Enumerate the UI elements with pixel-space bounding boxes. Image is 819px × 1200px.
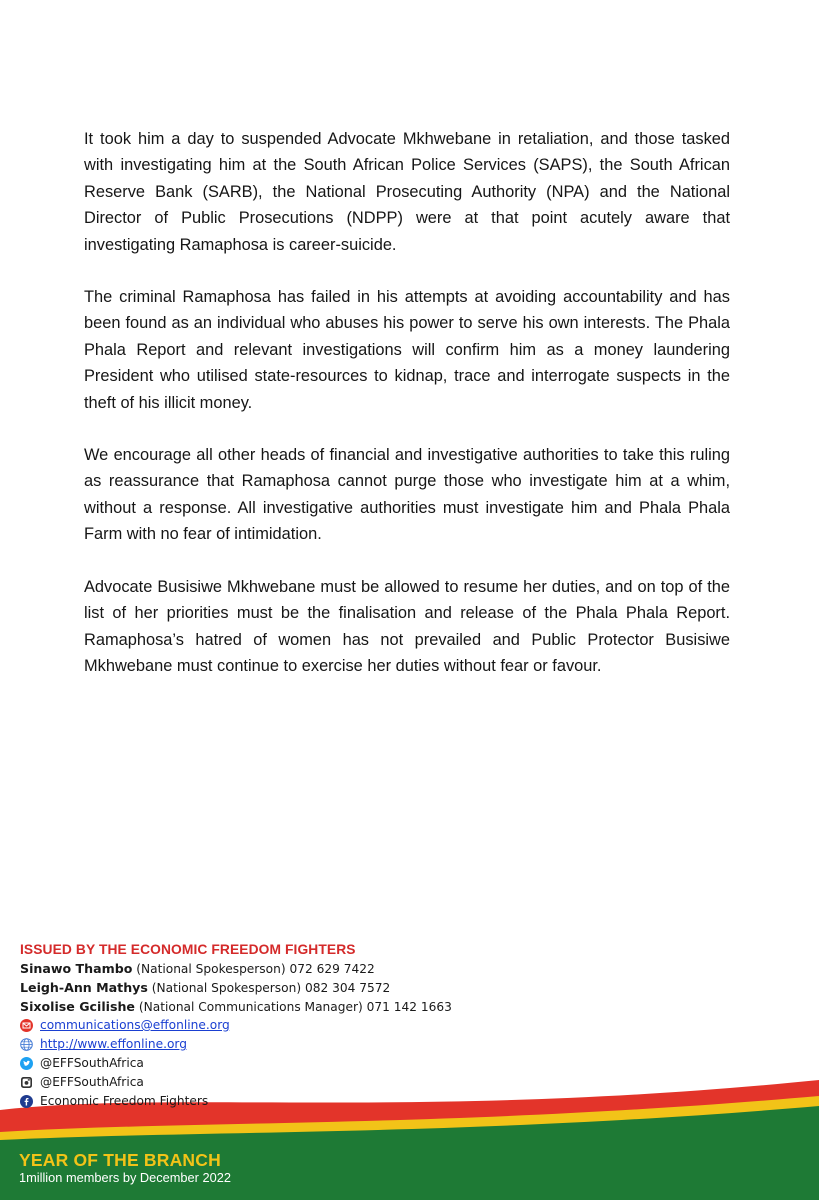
instagram-row xyxy=(20,1073,720,1092)
contact-name: Sixolise Gcilishe xyxy=(20,999,135,1014)
instagram-icon xyxy=(20,1076,33,1089)
issued-by-heading: ISSUED BY THE ECONOMIC FREEDOM FIGHTERS xyxy=(20,942,356,957)
facebook-page[interactable]: Economic Freedom Fighters xyxy=(40,1094,209,1108)
issuer-block xyxy=(20,941,720,1111)
email-icon xyxy=(20,1019,33,1032)
paragraph-2: The criminal Ramaphosa has failed in his attempts at avoiding accountability and has been found as an individual who abuses his power to serve his own interests. The Phala Phala Report and relevant investigations will confirm him as a money laundering President who utilised state-resources to kidnap, trace and interrogate suspects in the theft of his illicit money. xyxy=(84,288,730,412)
twitter-row xyxy=(20,1054,720,1073)
contact-phone[interactable]: 071 142 1663 xyxy=(366,1000,452,1014)
contact-phone[interactable]: 072 629 7422 xyxy=(289,962,375,976)
facebook-icon xyxy=(20,1095,33,1108)
twitter-icon xyxy=(20,1057,33,1070)
press-release-body xyxy=(84,126,730,705)
twitter-handle[interactable]: @EFFSouthAfrica xyxy=(40,1056,144,1070)
contact-role: (National Communications Manager) xyxy=(138,1000,363,1014)
contact-name: Leigh-Ann Mathys xyxy=(20,980,148,995)
website-row xyxy=(20,1035,720,1054)
contact-role: (National Spokesperson) xyxy=(136,962,286,976)
contact-row xyxy=(20,978,720,997)
slogan-subtitle: 1million members by December 2022 xyxy=(19,1170,231,1185)
contact-phone[interactable]: 082 304 7572 xyxy=(304,981,391,995)
campaign-slogan xyxy=(19,1150,231,1186)
paragraph-1: It took him a day to suspended Advocate Mkhwebane in retaliation, and those tasked with investigating him at the South African Police Services (SAPS), the South African Reserve Bank (SARB), the National Prosecuting Authority (NPA) and the National Director of Public Prosecutions (NDPP) were at that point acutely aware that investigating Ramaphosa is career-suicide. xyxy=(84,130,730,254)
contact-row xyxy=(20,959,720,978)
slogan-title: YEAR OF THE BRANCH xyxy=(19,1150,221,1170)
globe-icon xyxy=(20,1038,33,1051)
paragraph-4: Advocate Busisiwe Mkhwebane must be allowed to resume her duties, and on top of the list of her priorities must be the finalisation and release of the Phala Phala Report. Ramaphosa’s hatred of women has not prevailed and Public Protector Busisiwe Mkhwebane must continue to exercise her duties without fear or favour. xyxy=(84,577,730,675)
email-link[interactable]: communications@effonline.org xyxy=(40,1018,230,1032)
email-row xyxy=(20,1016,720,1035)
instagram-handle[interactable]: @EFFSouthAfrica xyxy=(40,1075,144,1089)
contact-name: Sinawo Thambo xyxy=(20,961,133,976)
contact-role: (National Spokesperson) xyxy=(151,981,302,995)
paragraph-3: We encourage all other heads of financial and investigative authorities to take this ruling as reassurance that Ramaphosa cannot purge those who investigate him at a whim, without a response. All investigative authorities must investigate him and Phala Phala Farm with no fear of intimidation. xyxy=(84,446,730,544)
facebook-row xyxy=(20,1092,720,1111)
contact-row xyxy=(20,997,720,1016)
website-link[interactable]: http://www.effonline.org xyxy=(40,1037,187,1051)
